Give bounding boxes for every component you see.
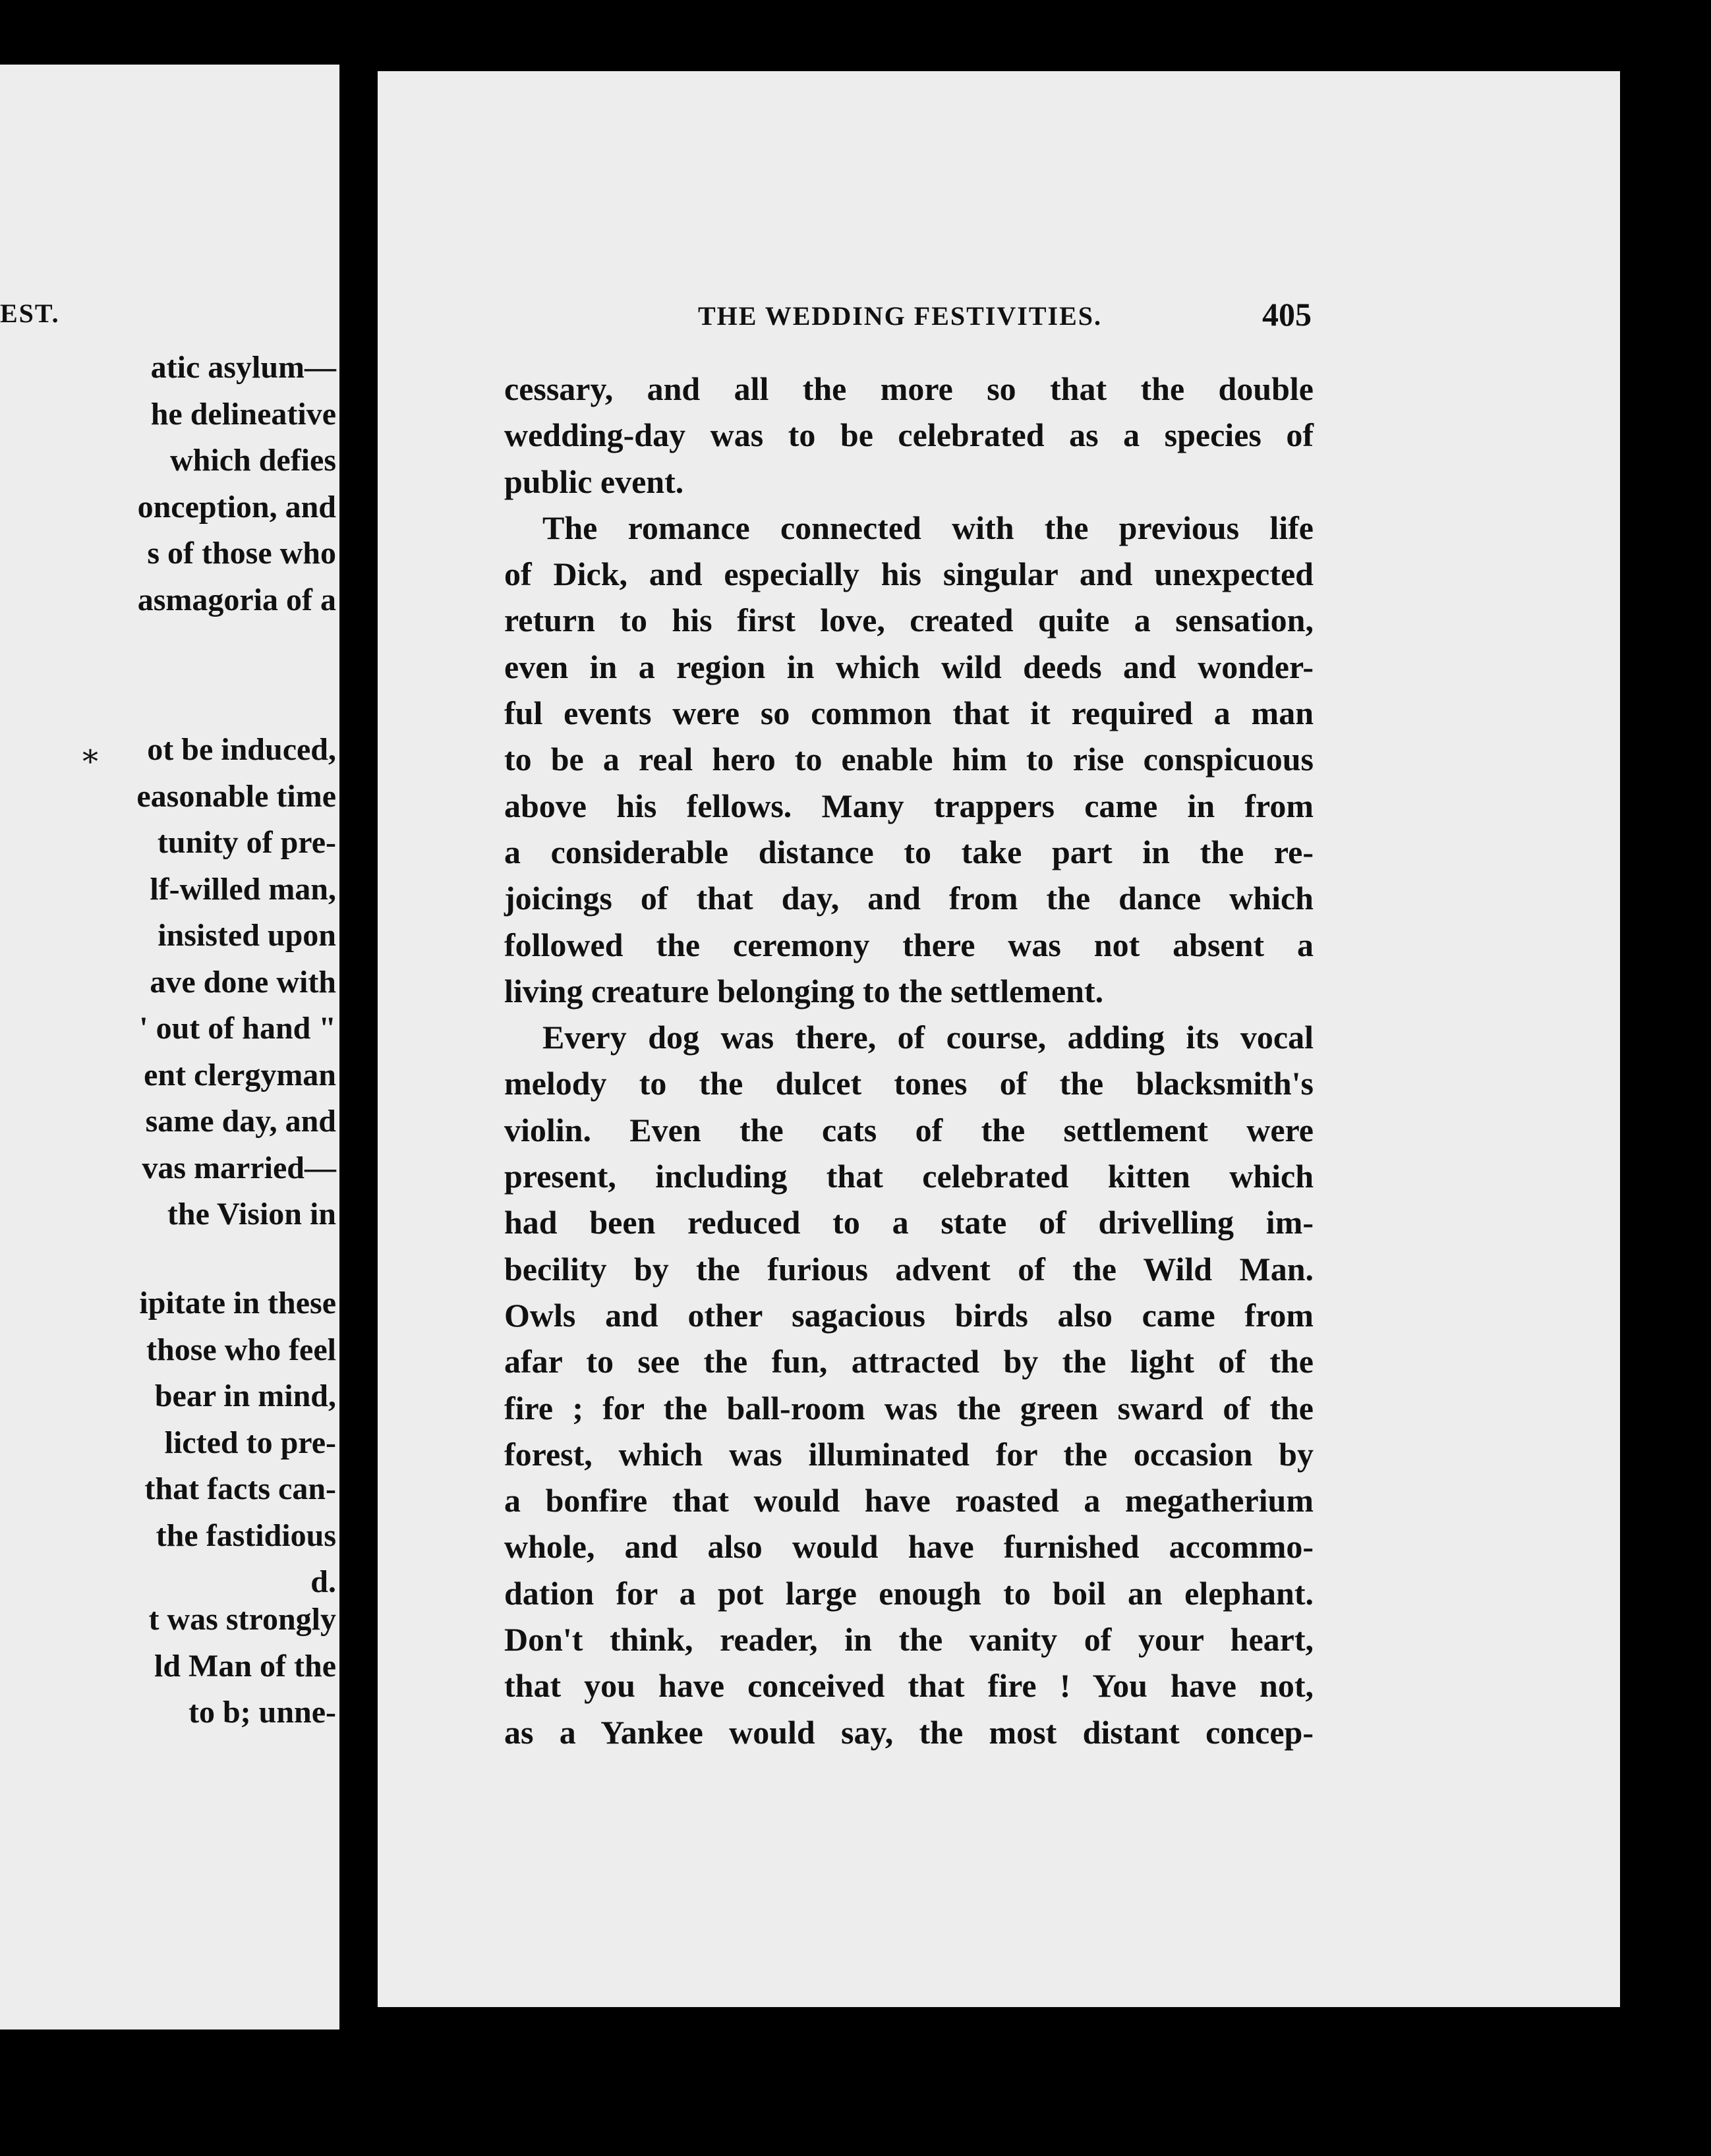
text-line: living creature belonging to the settlement. <box>504 972 1104 1009</box>
left-text-line: which defies <box>170 443 336 478</box>
left-running-head: EST. <box>0 298 60 328</box>
text-line: Every dog was there, of course, adding its vocal <box>542 1019 1314 1056</box>
text-line: violin. Even the cats of the settlement were <box>504 1111 1314 1149</box>
left-text-line: he delineative <box>150 396 336 432</box>
section-break-star: * <box>82 743 98 780</box>
text-line: a considerable distance to take part in the re- <box>504 833 1314 870</box>
left-text-line: the fastidious <box>156 1518 336 1553</box>
left-text-line: tunity of pre- <box>157 825 336 860</box>
text-line: joicings of that day, and from the dance which <box>504 880 1314 917</box>
paragraph <box>504 366 1314 505</box>
left-text-line: ave done with <box>150 964 336 1000</box>
text-line: public event. <box>504 463 684 500</box>
text-line: fire ; for the ball-room was the green sward of the <box>504 1389 1314 1427</box>
left-text-line: ot be induced, <box>147 732 336 767</box>
text-line: ful events were so common that it required a man <box>504 695 1314 732</box>
text-line: as a Yankee would say, the most distant concep- <box>504 1713 1314 1751</box>
left-text-line: bear in mind, <box>154 1378 336 1413</box>
text-line: above his fellows. Many trappers came in from <box>504 787 1314 824</box>
text-line: dation for a pot large enough to boil an elephant. <box>504 1574 1314 1612</box>
left-text-line: vas married— <box>142 1150 336 1185</box>
left-text-line: that facts can- <box>144 1471 336 1506</box>
text-line: Owls and other sagacious birds also came from <box>504 1296 1314 1334</box>
left-text-line: same day, and <box>145 1104 336 1139</box>
text-line: The romance connected with the previous life <box>542 509 1314 546</box>
left-text-line: onception, and <box>137 489 336 525</box>
paragraph <box>504 505 1314 1014</box>
text-line: followed the ceremony there was not absent a <box>504 926 1314 963</box>
left-text-line: asmagoria of a <box>137 582 336 617</box>
left-text-line: s of those who <box>147 536 336 571</box>
text-line: wedding-day was to be celebrated as a species of <box>504 416 1314 454</box>
left-text-line: those who feel <box>146 1332 336 1367</box>
running-title: THE WEDDING FESTIVITIES. <box>698 301 1102 331</box>
left-page <box>0 65 339 2029</box>
text-line: Don't think, reader, in the vanity of your heart, <box>504 1621 1314 1659</box>
text-line: whole, and also would have furnished accommo- <box>504 1528 1314 1566</box>
left-text-line: ld Man of the <box>154 1648 336 1684</box>
text-line: forest, which was illuminated for the occasion by <box>504 1435 1314 1473</box>
left-text-line: atic asylum— <box>150 350 336 385</box>
left-text-line: insisted upon <box>158 918 336 953</box>
left-text-line: d. <box>310 1564 336 1599</box>
left-text-line: to b; unne- <box>188 1695 336 1730</box>
text-line: cessary, and all the more so that the double <box>504 370 1314 407</box>
left-text-line: ' out of hand " <box>139 1011 336 1046</box>
left-text-line: easonable time <box>136 778 336 814</box>
page-header <box>508 295 1312 335</box>
text-line: return to his first love, created quite a sensation, <box>504 602 1314 639</box>
text-line: to be a real hero to enable him to rise conspicuous <box>504 741 1314 778</box>
page-number: 405 <box>1262 296 1312 333</box>
text-line: present, including that celebrated kitten which <box>504 1158 1314 1195</box>
left-text-line: licted to pre- <box>164 1425 336 1460</box>
text-line: melody to the dulcet tones of the blacksmith's <box>504 1065 1314 1102</box>
left-text-line: ent clergyman <box>144 1057 336 1092</box>
paragraph <box>504 1014 1314 1755</box>
left-text-line: ipitate in these <box>139 1286 336 1320</box>
left-text-line: lf-willed man, <box>150 871 336 907</box>
left-text-line: the Vision in <box>167 1197 336 1232</box>
text-line: that you have conceived that fire ! You have not, <box>504 1667 1314 1705</box>
text-line: a bonfire that would have roasted a megatherium <box>504 1482 1314 1519</box>
text-line: even in a region in which wild deeds and wonder- <box>504 648 1314 685</box>
page-body <box>504 366 1314 1755</box>
text-line: becility by the furious advent of the Wild Man. <box>504 1250 1314 1288</box>
text-line: afar to see the fun, attracted by the light of the <box>504 1343 1314 1380</box>
left-text-line: t was strongly <box>148 1602 336 1637</box>
text-line: had been reduced to a state of drivelling im- <box>504 1204 1314 1241</box>
text-line: of Dick, and especially his singular and unexpected <box>504 555 1314 593</box>
